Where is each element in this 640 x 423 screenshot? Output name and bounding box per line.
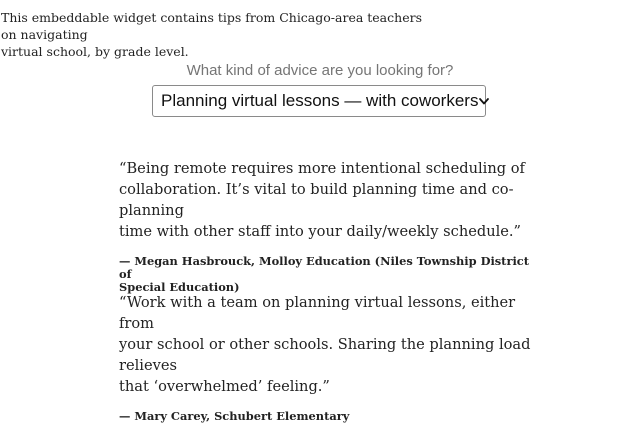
attribution-line: Special Education): [119, 280, 240, 294]
quote-line: your school or other schools. Sharing the planning load relieves: [119, 336, 531, 374]
chevron-down-icon: [478, 92, 490, 110]
quote-text: [119, 158, 539, 242]
quote-line: time with other staff into your daily/weekly schedule.”: [119, 223, 522, 240]
quote-text: [119, 292, 539, 397]
intro-line: This embeddable widget contains tips from Chicago-area teachers on navigating: [1, 10, 422, 42]
advice-category-selected-value: Planning virtual lessons — with coworkers: [161, 91, 479, 110]
quote-line: “Being remote requires more intentional scheduling of: [119, 160, 525, 177]
quote-line: that ‘overwhelmed’ feeling.”: [119, 378, 330, 395]
quote-attribution: [119, 410, 539, 423]
quote-line: collaboration. It’s vital to build planning time and co-planning: [119, 181, 514, 219]
intro-line: virtual school, by grade level.: [1, 44, 189, 59]
quote-line: “Work with a team on planning virtual lessons, either from: [119, 294, 516, 332]
advice-category-select[interactable]: [152, 85, 486, 117]
intro-text: [1, 9, 431, 60]
advice-quote: [119, 158, 539, 294]
attribution-line: — Megan Hasbrouck, Molloy Education (Niles Township District of: [119, 254, 529, 281]
advice-quote: [119, 292, 539, 423]
advice-prompt: What kind of advice are you looking for?: [186, 62, 454, 79]
quote-attribution: [119, 255, 539, 294]
attribution-line: — Mary Carey, Schubert Elementary: [119, 409, 350, 423]
